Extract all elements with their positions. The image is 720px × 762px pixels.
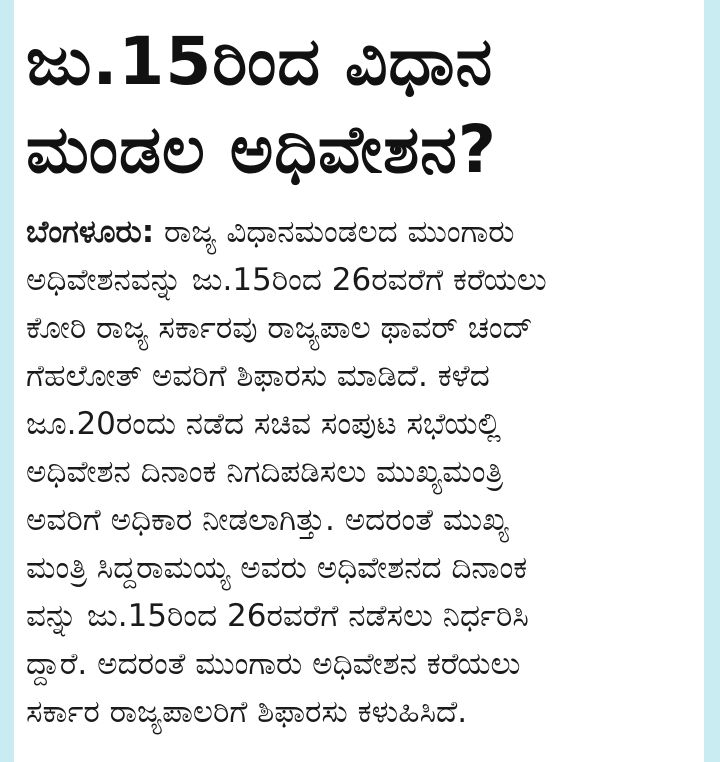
article-line-9: ವನ್ನು ಜು.15ರಿಂದ 26ರವರೆಗೆ ನಡೆಸಲು ನಿರ್ಧರಿಸಿ xyxy=(26,598,529,634)
article-line-3: ಕೋರಿ ರಾಜ್ಯ ಸರ್ಕಾರವು ರಾಜ್ಯಪಾಲ ಥಾವರ್ ಚಂದ್ xyxy=(26,310,533,346)
article-line-1-text: ರಾಜ್ಯ ವಿಧಾನಮಂಡಲದ ಮುಂಗಾರು xyxy=(154,214,515,250)
article-line-8: ಮಂತ್ರಿ ಸಿದ್ದರಾಮಯ್ಯ ಅವರು ಅಧಿವೇಶನದ ದಿನಾಂಕ xyxy=(26,550,528,586)
article-line-7: ಅವರಿಗೆ ಅಧಿಕಾರ ನೀಡಲಾಗಿತ್ತು. ಅದರಂತೆ ಮುಖ್ಯ xyxy=(26,502,509,538)
article-line-2: ಅಧಿವೇಶನವನ್ನು ಜು.15ರಿಂದ 26ರವರೆಗೆ ಕರೆಯಲು xyxy=(26,262,547,298)
article-line-11: ಸರ್ಕಾರ ರಾಜ್ಯಪಾಲರಿಗೆ ಶಿಫಾರಸು ಕಳುಹಿಸಿದೆ. xyxy=(26,694,468,730)
headline-line-2: ಮಂಡಲ ಅಧಿವೇಶನ? xyxy=(26,111,498,188)
article-body xyxy=(26,208,696,736)
article-line-4: ಗೆಹಲೋತ್ ಅವರಿಗೆ ಶಿಫಾರಸು ಮಾಡಿದೆ. ಕಳೆದ xyxy=(26,358,490,394)
headline-line-1: ಜು.15ರಿಂದ ವಿಧಾನ xyxy=(26,23,494,100)
article-line-1 xyxy=(26,208,696,256)
right-color-border xyxy=(704,0,720,762)
article-line-10: ದ್ದಾರೆ. ಅದರಂತೆ ಮುಂಗಾರು ಅಧಿವೇಶನ ಕರೆಯಲು xyxy=(26,646,521,682)
headline xyxy=(26,18,696,194)
article-line-6: ಅಧಿವೇಶನ ದಿನಾಂಕ ನಿಗದಿಪಡಿಸಲು ಮುಖ್ಯಮಂತ್ರಿ xyxy=(26,454,504,490)
left-color-border xyxy=(0,0,14,762)
article-line-5: ಜೂ.20ರಂದು ನಡೆದ ಸಚಿವ ಸಂಪುಟ ಸಭೆಯಲ್ಲಿ xyxy=(26,406,501,442)
article-content xyxy=(26,18,696,736)
dateline: ಬೆಂಗಳೂರು: xyxy=(26,214,155,250)
